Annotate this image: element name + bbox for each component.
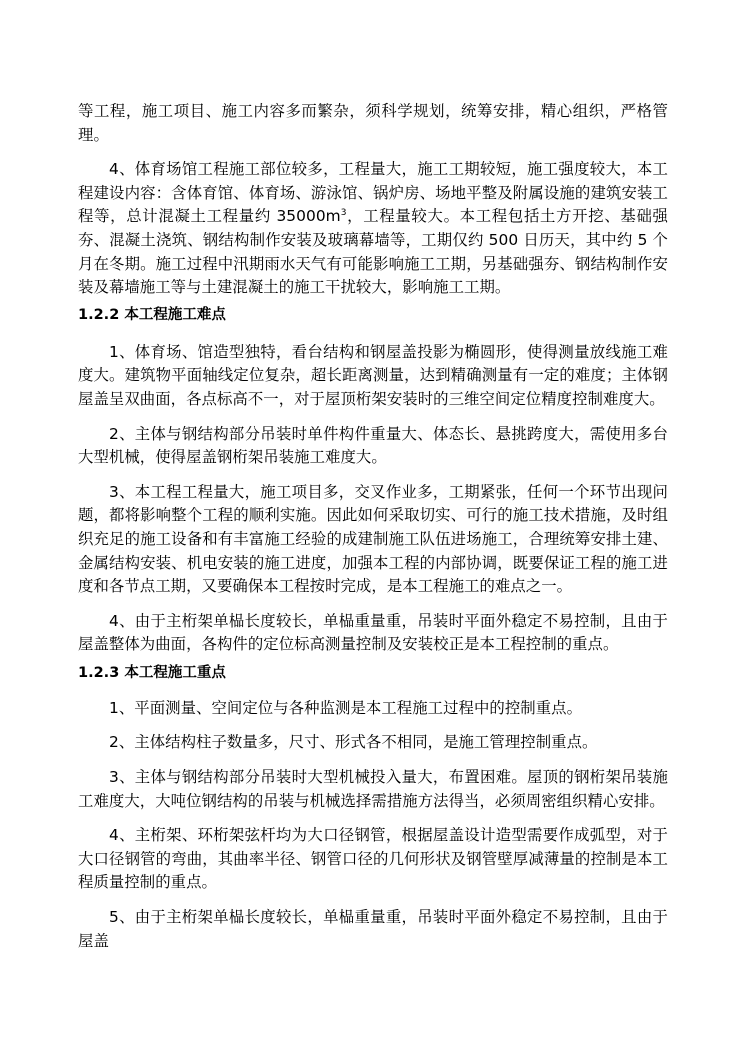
difficulty-item-1: 1、体育场、馆造型独特，看台结构和钢屋盖投影为椭圆形，使得测量放线施工难度大。建筑物平面轴线定位复杂，超长距离测量，达到精确测量有一定的难度；主体钢屋盖呈双曲面，各点标高不一，对于屋顶桁架安装时的三维空间定位精度控制难度大。 bbox=[78, 342, 668, 408]
paragraph-intro-tail: 等工程，施工项目、施工内容多而繁杂，须科学规划，统筹安排，精心组织，严格管理。 bbox=[78, 102, 668, 144]
difficulty-item-3: 3、本工程工程量大，施工项目多，交叉作业多，工期紧张，任何一个环节出现问题，都将影响整个工程的顺利实施。因此如何采取切实、可行的施工技术措施，及时组织充足的施工设备和有丰富施工经验的成建制施工队伍进场施工，合理统筹安排土建、金属结构安装、机电安装的施工进度，加强本工程的内部协调，既要保证工程的施工进度和各节点工期，又要确保本工程按时完成，是本工程施工的难点之一。 bbox=[78, 482, 668, 596]
paragraph-item-4-text-a: 4、体育场馆工程施工部位较多，工程量大，施工工期较短，施工强度较大，本工程建设内容：含体育馆、体育场、游泳馆、锅炉房、场地平整及附属设施的建筑安装工程等，总计混凝土工程量约 35000m bbox=[78, 160, 668, 226]
key-point-item-4: 4、主桁架、环桁架弦杆均为大口径钢管，根据屋盖设计造型需要作成弧型，对于大口径钢管的弯曲，其曲率半径、钢管口径的几何形状及钢管壁厚减薄量的控制是本工程质量控制的重点。 bbox=[78, 826, 668, 892]
difficulty-item-4: 4、由于主桁架单榀长度较长，单榀重量重，吊装时平面外稳定不易控制，且由于屋盖整体为曲面，各构件的定位标高测量控制及安装校正是本工程控制的重点。 bbox=[78, 611, 668, 654]
key-point-item-1: 1、平面测量、空间定位与各种监测是本工程施工过程中的控制重点。 bbox=[109, 698, 583, 717]
key-point-item-2: 2、主体结构柱子数量多，尺寸、形式各不相同，是施工管理控制重点。 bbox=[109, 733, 598, 752]
paragraph-item-4-scope bbox=[78, 158, 668, 300]
key-point-item-5: 5、由于主桁架单榀长度较长，单榀重量重，吊装时平面外稳定不易控制，且由于屋盖 bbox=[78, 908, 668, 950]
difficulty-item-2: 2、主体与钢结构部分吊装时单件构件重量大、体态长、悬挑跨度大，需使用多台大型机械，使得屋盖钢桁架吊装施工难度大。 bbox=[78, 424, 668, 467]
document-page bbox=[78, 100, 668, 964]
heading-1-2-3: 1.2.3 本工程施工重点 bbox=[78, 664, 226, 681]
key-point-item-3: 3、主体与钢结构部分吊装时大型机械投入量大，布置困难。屋顶的钢桁架吊装施工难度大，大吨位钢结构的吊装与机械选择需措施方法得当，必须周密组织精心安排。 bbox=[78, 768, 668, 810]
heading-1-2-2: 1.2.2 本工程施工难点 bbox=[78, 306, 226, 323]
paragraph-item-4-text-b: ，工程量较大。本工程包括土方开挖、基础强夯、混凝土浇筑、钢结构制作安装及玻璃幕墙等，工期仅约 500 日历天，其中约 5 个月在冬期。施工过程中汛期雨水天气有可能影响施工工期，另基础强夯、钢结构制作安装及幕墙施工等与土建混凝土的施工干扰较大，影响施工工期。 bbox=[78, 207, 668, 297]
superscript-cubic: 3 bbox=[340, 208, 347, 219]
